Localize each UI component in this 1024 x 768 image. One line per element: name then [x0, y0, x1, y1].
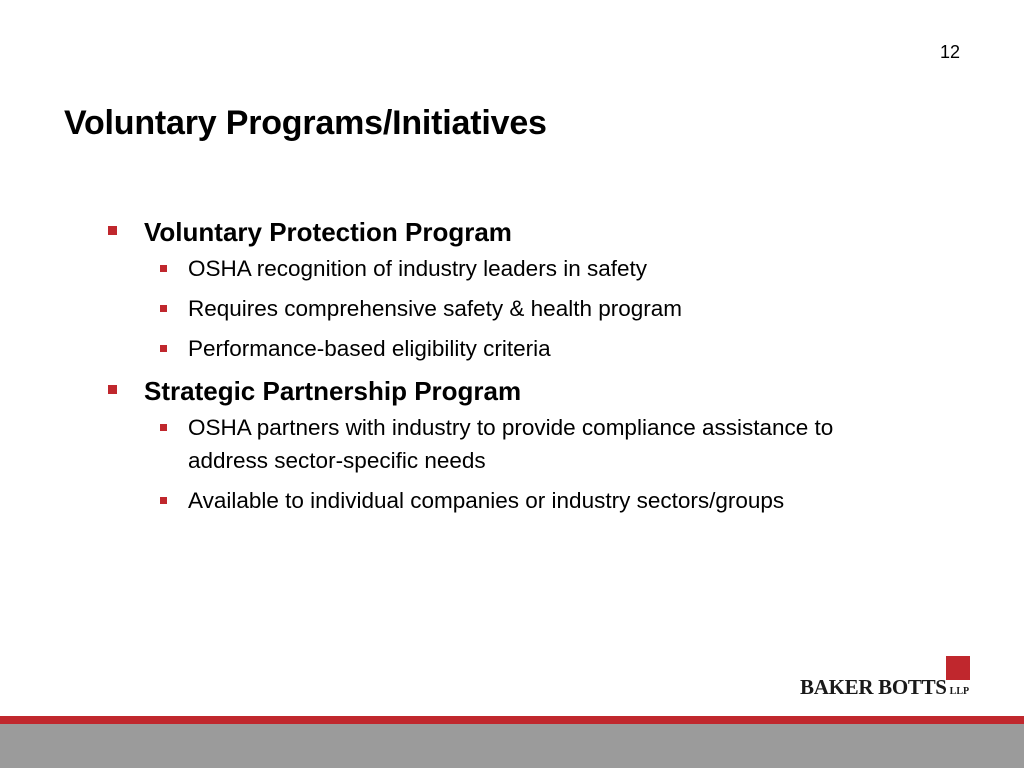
sub-bullet-text: Performance-based eligibility criteria [188, 336, 551, 361]
sub-bullet-text: Available to individual companies or industry sectors/groups [188, 488, 785, 513]
sub-bullet [144, 252, 888, 285]
logo-suffix: LLP [949, 686, 970, 697]
square-bullet-icon [160, 424, 167, 431]
sub-bullet-list [144, 252, 986, 365]
sub-bullet-text: OSHA recognition of industry leaders in safety [188, 256, 647, 281]
sub-bullet [144, 292, 888, 325]
footer-band [0, 724, 1024, 768]
bullet-voluntary-protection-program [106, 214, 986, 365]
bullet-label: Strategic Partnership Program [144, 376, 522, 406]
page-number: 12 [939, 42, 960, 62]
sub-bullet-text: Requires comprehensive safety & health program [188, 296, 683, 321]
square-bullet-icon [108, 226, 117, 235]
logo-name: BAKER BOTTS [800, 675, 947, 699]
slide-title: Voluntary Programs/Initiatives [64, 104, 547, 142]
footer-accent-rule [0, 716, 1024, 724]
square-bullet-icon [108, 385, 117, 394]
sub-bullet [144, 411, 888, 477]
bullet-label: Voluntary Protection Program [144, 217, 512, 247]
bullet-strategic-partnership-program [106, 373, 986, 517]
square-bullet-icon [160, 305, 167, 312]
square-bullet-icon [160, 345, 167, 352]
sub-bullet [144, 332, 888, 365]
logo-wordmark [800, 675, 969, 700]
sub-bullet [144, 484, 986, 517]
sub-bullet-text: OSHA partners with industry to provide compliance assistance to address sector-specific needs [188, 415, 834, 473]
baker-botts-logo [800, 656, 972, 700]
bullet-list [106, 214, 986, 517]
sub-bullet-list [144, 411, 986, 517]
square-bullet-icon [160, 265, 167, 272]
square-bullet-icon [160, 497, 167, 504]
